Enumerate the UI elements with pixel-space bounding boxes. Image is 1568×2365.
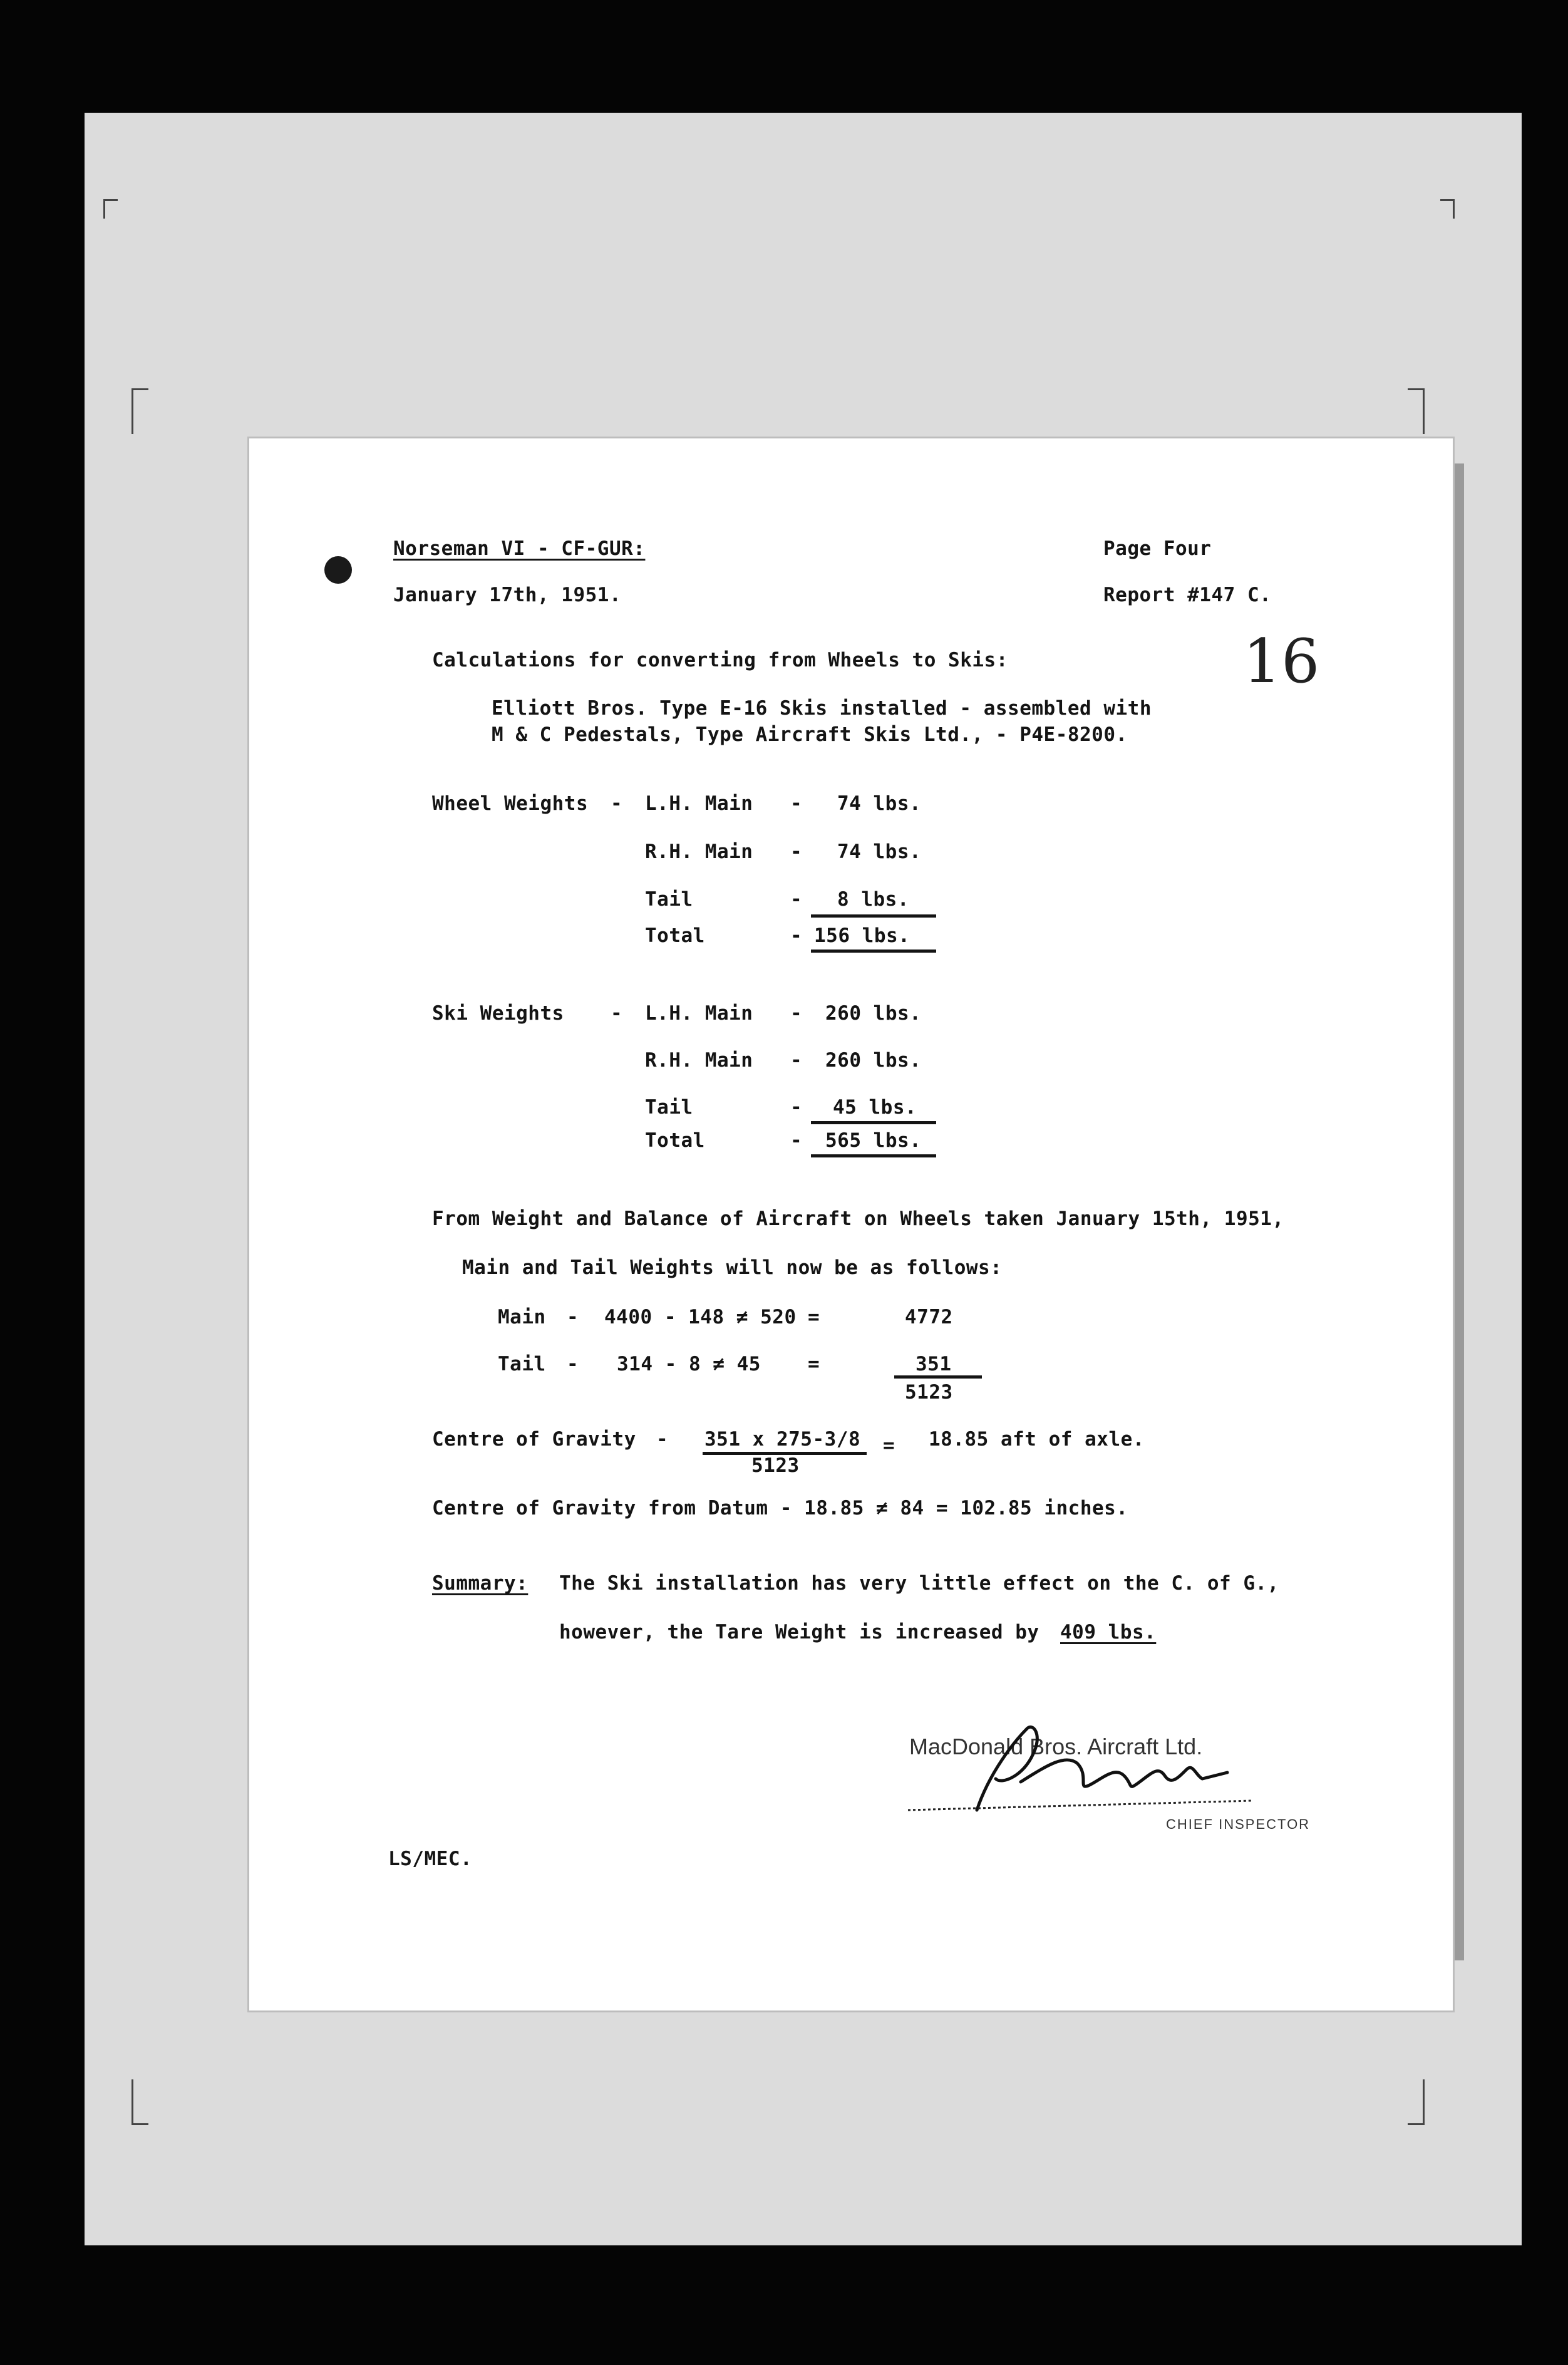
punch-hole bbox=[324, 556, 352, 584]
wheel-weights-dash: - bbox=[611, 792, 623, 815]
tail-expression: 314 - 8 ≠ 45 bbox=[617, 1353, 761, 1375]
ski-dash: - bbox=[790, 1002, 803, 1025]
ski-description-line1: Elliott Bros. Type E-16 Skis installed - assembled with bbox=[492, 697, 1152, 720]
ski-value: 260 lbs. bbox=[825, 1049, 922, 1072]
page-shadow-edge bbox=[1452, 463, 1464, 1960]
summary-amount: 409 lbs. bbox=[1060, 1621, 1157, 1643]
main-result: 4772 bbox=[905, 1306, 953, 1328]
summary-line1: The Ski installation has very little effect on the C. of G., bbox=[559, 1572, 1279, 1595]
ski-total-value: 565 lbs. bbox=[825, 1129, 922, 1152]
wheel-dash: - bbox=[790, 888, 803, 911]
cg-result: 18.85 aft of axle. bbox=[929, 1428, 1145, 1451]
cg-from-datum: Centre of Gravity from Datum - 18.85 ≠ 84 = 102.85 inches. bbox=[432, 1497, 1128, 1519]
ski-dash: - bbox=[790, 1129, 803, 1152]
cg-dash: - bbox=[656, 1428, 669, 1451]
ski-dash: - bbox=[790, 1049, 803, 1072]
wheel-total-rule bbox=[811, 950, 936, 953]
main-equals: = bbox=[808, 1306, 820, 1328]
tail-result: 351 bbox=[916, 1353, 952, 1375]
wheel-value: 74 lbs. bbox=[837, 792, 922, 815]
page-number: Page Four bbox=[1103, 537, 1212, 560]
company-name: MacDonald Bros. Aircraft Ltd. bbox=[909, 1734, 1203, 1759]
cg-equals: = bbox=[883, 1434, 895, 1457]
main-dash: - bbox=[567, 1306, 579, 1328]
wheel-item: Tail bbox=[645, 888, 693, 911]
crop-mark-top-right bbox=[1440, 199, 1455, 219]
cg-denominator: 5123 bbox=[751, 1454, 800, 1477]
ski-description-line2: M & C Pedestals, Type Aircraft Skis Ltd., - P4E-8200. bbox=[492, 723, 1128, 746]
tail-dash: - bbox=[567, 1353, 579, 1375]
main-label: Main bbox=[498, 1306, 546, 1328]
ski-value: 260 lbs. bbox=[825, 1002, 922, 1025]
ski-subtotal-rule bbox=[811, 1121, 936, 1124]
handwritten-page-number: 16 bbox=[1243, 626, 1320, 696]
report-number: Report #147 C. bbox=[1103, 584, 1272, 606]
ski-item: Tail bbox=[645, 1096, 693, 1119]
wheel-item: Total bbox=[645, 924, 705, 947]
wheel-subtotal-rule bbox=[811, 914, 936, 918]
sum-rule bbox=[894, 1375, 982, 1379]
wheel-dash: - bbox=[790, 841, 803, 863]
summary-label: Summary: bbox=[432, 1572, 529, 1595]
weight-sum: 5123 bbox=[905, 1381, 953, 1404]
ski-item: L.H. Main bbox=[645, 1002, 753, 1025]
wheel-item: L.H. Main bbox=[645, 792, 753, 815]
crop-mark-bottom-right bbox=[1408, 2079, 1425, 2125]
tail-equals: = bbox=[808, 1353, 820, 1375]
crop-mark-bottom-left bbox=[132, 2079, 148, 2125]
balance-line1: From Weight and Balance of Aircraft on Wheels taken January 15th, 1951, bbox=[432, 1208, 1284, 1230]
summary-line2: however, the Tare Weight is increased by bbox=[559, 1621, 1039, 1643]
wheel-dash: - bbox=[790, 924, 803, 947]
wheel-total-value: 156 lbs. bbox=[814, 924, 910, 947]
wheel-weights-label: Wheel Weights bbox=[432, 792, 589, 815]
wheel-dash: - bbox=[790, 792, 803, 815]
ski-dash: - bbox=[790, 1096, 803, 1119]
typist-initials: LS/MEC. bbox=[388, 1848, 473, 1870]
ski-item: R.H. Main bbox=[645, 1049, 753, 1072]
signature-scrawl bbox=[902, 1716, 1277, 1829]
ski-weights-dash: - bbox=[611, 1002, 623, 1025]
cg-label: Centre of Gravity bbox=[432, 1428, 636, 1451]
ski-item: Total bbox=[645, 1129, 705, 1152]
crop-mark-mid-right bbox=[1408, 388, 1425, 434]
aircraft-title: Norseman VI - CF-GUR: bbox=[393, 537, 646, 560]
wheel-value: 8 lbs. bbox=[837, 888, 909, 911]
signer-title: CHIEF INSPECTOR bbox=[1166, 1816, 1311, 1832]
calculations-heading: Calculations for converting from Wheels to Skis: bbox=[432, 649, 1008, 671]
wheel-item: R.H. Main bbox=[645, 841, 753, 863]
balance-line2: Main and Tail Weights will now be as follows: bbox=[462, 1256, 1003, 1279]
tail-label: Tail bbox=[498, 1353, 546, 1375]
ski-weights-label: Ski Weights bbox=[432, 1002, 564, 1025]
wheel-value: 74 lbs. bbox=[837, 841, 922, 863]
ski-total-rule bbox=[811, 1154, 936, 1157]
ski-value: 45 lbs. bbox=[833, 1096, 917, 1119]
crop-mark-mid-left bbox=[132, 388, 148, 434]
cg-numerator: 351 x 275-3/8 bbox=[704, 1428, 861, 1451]
main-expression: 4400 - 148 ≠ 520 bbox=[604, 1306, 797, 1328]
document-date: January 17th, 1951. bbox=[393, 584, 622, 606]
crop-mark-top-left bbox=[103, 199, 118, 219]
